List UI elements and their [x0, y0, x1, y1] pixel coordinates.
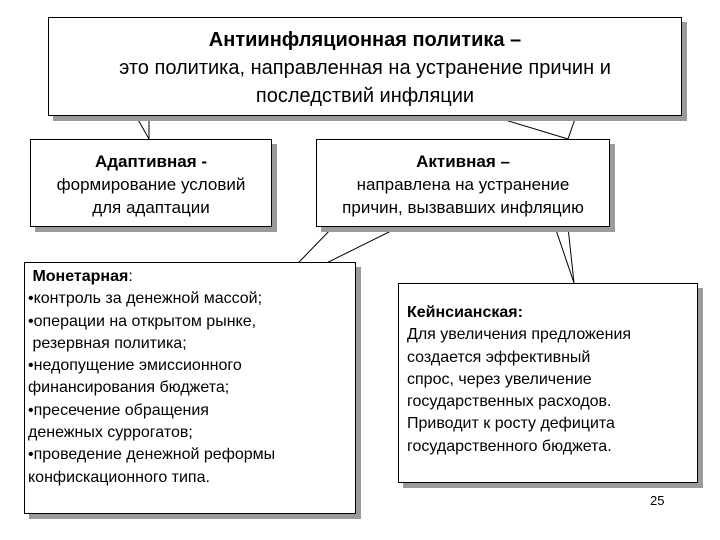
page-number: 25	[650, 493, 665, 508]
definition-title: Антиинфляционная политика –	[208, 29, 522, 51]
monetary-item: конфискационного типа.	[28, 468, 210, 486]
adaptive-title: Адаптивная -	[94, 152, 208, 171]
keynesian-title: Кейнсианская:	[407, 304, 523, 321]
connector-definition-to-active	[492, 116, 576, 139]
keynesian-line: Приводит к росту дефицита	[407, 415, 615, 433]
monetary-item: резервная политика;	[28, 334, 187, 352]
keynesian-line: Для увеличения предложения	[407, 326, 632, 344]
adaptive-line-3: для адаптации	[92, 198, 210, 217]
keynesian-line: государственного бюджета.	[407, 437, 612, 455]
monetary-item: •недопущение эмиссионного	[28, 357, 242, 375]
monetary-item: финансирования бюджета;	[28, 379, 230, 397]
active-line-2: направлена на устранение	[356, 175, 570, 194]
adaptive-policy-box	[30, 139, 272, 227]
monetary-heading	[28, 266, 351, 288]
keynesian-line: создается эффективный	[407, 348, 591, 366]
monetary-item: •пресечение обращения	[28, 401, 209, 419]
monetary-item: •операции на открытом рынке,	[28, 312, 257, 330]
connector-active-to-keynesian	[555, 227, 574, 283]
active-policy-box	[316, 139, 610, 227]
monetary-colon: :	[128, 268, 133, 285]
monetary-item: •проведение денежной реформы	[28, 446, 276, 464]
active-title: Активная –	[416, 152, 510, 171]
monetary-item: денежных суррогатов;	[28, 424, 193, 442]
adaptive-line-2: формирование условий	[56, 175, 246, 194]
monetary-item: •контроль за денежной массой;	[28, 290, 263, 308]
connector-definition-to-adaptive	[136, 116, 149, 139]
active-line-3: причин, вызвавших инфляцию	[342, 198, 584, 217]
monetary-title: Монетарная	[32, 268, 129, 285]
keynesian-line: спрос, через увеличение	[407, 370, 592, 388]
definition-line-3: последствий инфляции	[255, 85, 475, 107]
definition-line-2: это политика, направленная на устранение причин и	[119, 57, 611, 79]
keynesian-line: государственных расходов.	[407, 393, 612, 411]
monetary-policy-box	[24, 262, 356, 514]
keynesian-policy-box	[398, 283, 698, 483]
definition-box	[48, 17, 682, 116]
